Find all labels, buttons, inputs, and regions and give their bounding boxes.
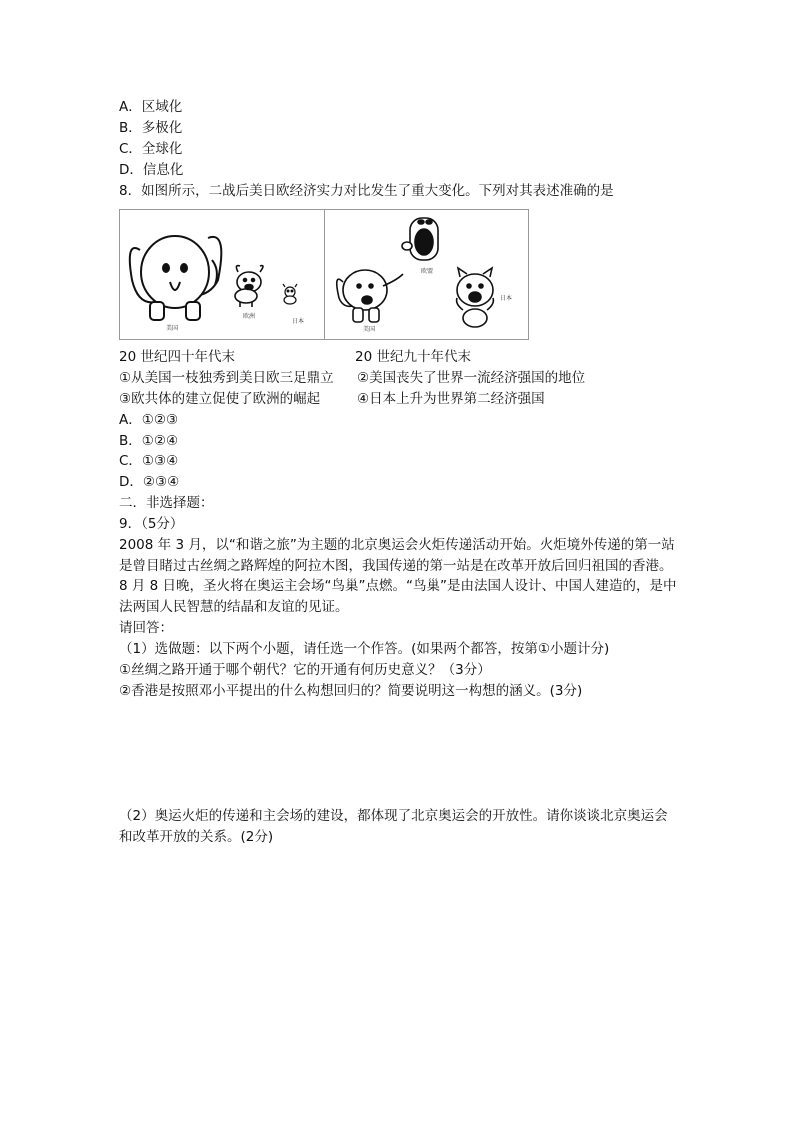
left-label-usa: 美国	[166, 325, 179, 332]
japan-tiger-illustration	[457, 268, 494, 327]
caption-right: 20 世纪九十年代末	[355, 349, 471, 365]
q8-statement-3: ③欧共体的建立促使了欧洲的崛起	[119, 391, 321, 407]
q9-sub1: （1）选做题：以下两个小题，请任选一个作答。(如果两个都答，按第①小题计分)	[119, 641, 610, 657]
q7-option-a: A．区域化	[119, 99, 183, 115]
section-heading: 二．非选择题：	[119, 495, 214, 511]
q8-statement-1: ①从美国一枝独秀到美日欧三足鼎立	[119, 370, 334, 386]
elephant-big-illustration	[130, 236, 222, 320]
left-label-europe: 欧洲	[243, 313, 256, 320]
q7-option-b: B．多极化	[119, 120, 183, 136]
right-label-usa: 美国	[363, 326, 376, 333]
q9-prompt: 请回答：	[119, 620, 173, 636]
right-label-eu: 欧盟	[421, 268, 434, 275]
q8-option-b: B．①②④	[119, 433, 179, 449]
q9-sub1-b: ②香港是按照邓小平提出的什么构想回归的？简要说明这一构想的涵义。(3分)	[119, 683, 583, 699]
q9-sub1-a: ①丝绸之路开通于哪个朝代？它的开通有何历史意义？（3分）	[119, 662, 491, 678]
q8-cartoon-figure	[119, 209, 529, 340]
q8-option-a: A．①②③	[119, 412, 179, 428]
q9-passage: 2008 年 3 月，以“和谐之旅”为主题的北京奥运会火炬传递活动开始。火炬境外传递的第一站是曾目睹过古丝绸之路辉煌的阿拉木图，我国传递的第一站是在改革开放后回归祖国的香港。8 月 8 日晚，圣火将在奥运主会场“鸟巢”点燃。“鸟巢”是由法国人设计、中国人建造的，是中法两国人民智慧的结晶和友谊的见证。	[119, 537, 677, 615]
q8-stem: 8．如图所示，二战后美日欧经济实力对比发生了重大变化。下列对其表述准确的是	[119, 183, 614, 199]
left-label-japan: 日本	[292, 318, 305, 325]
q8-statement-4: ④日本上升为世界第二经济强国	[357, 391, 545, 407]
right-panel-cartoon	[325, 210, 529, 339]
q9-header: 9．（5分）	[119, 516, 184, 532]
small-dog-illustration	[283, 284, 297, 304]
right-label-japan: 日本	[500, 295, 513, 302]
q8-statement-2: ②美国丧失了世界一流经济强国的地位	[357, 370, 586, 386]
caption-left: 20 世纪四十年代末	[119, 349, 235, 365]
q7-option-d: D．信息化	[119, 162, 184, 178]
usa-elephant-small-illustration	[337, 270, 403, 322]
q7-option-c: C．全球化	[119, 141, 183, 157]
cow-illustration	[235, 266, 263, 307]
q9-sub2: （2）奥运火炬的传递和主会场的建设，都体现了北京奥运会的开放性。请你谈谈北京奥运会和改革开放的关系。(2分)	[119, 808, 668, 845]
europe-shouting-illustration	[402, 218, 438, 260]
q8-option-c: C．①③④	[119, 453, 179, 469]
left-panel-cartoon	[120, 210, 324, 339]
q8-option-d: D．②③④	[119, 474, 180, 490]
